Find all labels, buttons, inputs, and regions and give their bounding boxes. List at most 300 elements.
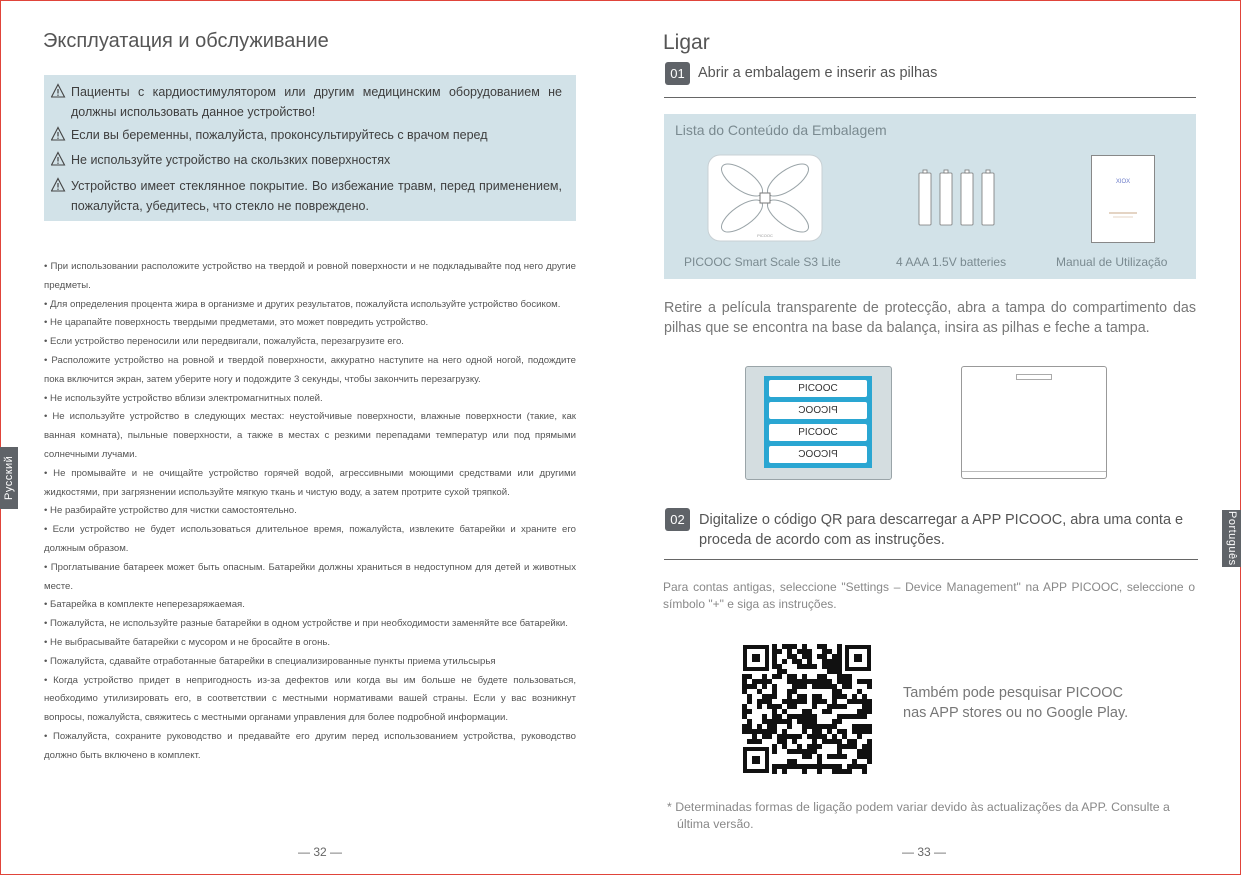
qr-module bbox=[762, 699, 767, 704]
qr-module bbox=[792, 644, 797, 649]
qr-module bbox=[782, 769, 787, 774]
list-item: • Не разбирайте устройство для чистки самостоятельно. bbox=[44, 505, 297, 517]
qr-module bbox=[837, 754, 842, 759]
qr-module bbox=[792, 674, 797, 679]
qr-module bbox=[797, 664, 802, 669]
qr-module bbox=[827, 704, 832, 709]
qr-module bbox=[832, 754, 837, 759]
qr-module bbox=[762, 694, 767, 699]
qr-module bbox=[752, 679, 757, 684]
qr-module bbox=[777, 719, 782, 724]
qr-module bbox=[747, 719, 752, 724]
qr-module bbox=[812, 704, 817, 709]
battery-tray bbox=[764, 376, 872, 468]
qr-module bbox=[752, 729, 757, 734]
qr-module bbox=[762, 674, 767, 679]
qr-module bbox=[837, 769, 842, 774]
qr-module bbox=[762, 719, 767, 724]
qr-module bbox=[847, 714, 852, 719]
qr-module bbox=[802, 684, 807, 689]
qr-module bbox=[797, 714, 802, 719]
qr-module bbox=[792, 679, 797, 684]
list-item: • При использовании расположите устройство на твердой и ровной поверхности и не подкладывайте под него другие предметы. bbox=[44, 261, 576, 291]
qr-module bbox=[747, 709, 752, 714]
qr-module bbox=[852, 739, 857, 744]
qr-module bbox=[787, 704, 792, 709]
qr-module bbox=[772, 709, 777, 714]
qr-module bbox=[802, 654, 807, 659]
qr-module bbox=[772, 729, 777, 734]
qr-module bbox=[842, 754, 847, 759]
qr-module bbox=[842, 744, 847, 749]
qr-module bbox=[847, 684, 852, 689]
qr-module bbox=[852, 694, 857, 699]
qr-module bbox=[847, 769, 852, 774]
qr-module bbox=[782, 659, 787, 664]
qr-module bbox=[772, 659, 777, 664]
qr-module bbox=[842, 714, 847, 719]
qr-module bbox=[787, 644, 792, 649]
qr-module bbox=[852, 724, 857, 729]
qr-module bbox=[812, 749, 817, 754]
qr-module bbox=[842, 734, 847, 739]
qr-module bbox=[812, 719, 817, 724]
contents-item-label: PICOOC Smart Scale S3 Lite bbox=[684, 255, 841, 269]
qr-module bbox=[827, 709, 832, 714]
warning-item bbox=[51, 126, 562, 146]
qr-module bbox=[787, 649, 792, 654]
qr-module bbox=[862, 679, 867, 684]
qr-code[interactable] bbox=[742, 644, 872, 774]
warning-text: Не используйте устройство на скользких поверхностях bbox=[71, 153, 391, 167]
qr-module bbox=[832, 664, 837, 669]
qr-module bbox=[797, 659, 802, 664]
qr-module bbox=[792, 739, 797, 744]
qr-module bbox=[842, 769, 847, 774]
qr-module bbox=[797, 734, 802, 739]
qr-module bbox=[827, 729, 832, 734]
qr-module bbox=[837, 764, 842, 769]
qr-module bbox=[807, 709, 812, 714]
qr-module bbox=[772, 674, 777, 679]
warning-icon bbox=[51, 83, 71, 99]
qr-module bbox=[827, 659, 832, 664]
qr-module bbox=[867, 709, 872, 714]
batteries-image bbox=[917, 169, 997, 229]
battery-cell: PICOOC bbox=[769, 402, 867, 419]
qr-module bbox=[782, 729, 787, 734]
qr-module bbox=[772, 704, 777, 709]
manual-image bbox=[1091, 155, 1155, 243]
qr-module bbox=[802, 769, 807, 774]
battery-cell: PICOOC bbox=[769, 380, 867, 397]
qr-module bbox=[827, 754, 832, 759]
qr-module bbox=[837, 654, 842, 659]
qr-module bbox=[857, 749, 862, 754]
qr-module bbox=[837, 644, 842, 649]
qr-module bbox=[787, 674, 792, 679]
qr-module bbox=[852, 699, 857, 704]
qr-module bbox=[782, 739, 787, 744]
qr-module bbox=[827, 679, 832, 684]
qr-module bbox=[837, 689, 842, 694]
qr-module bbox=[832, 769, 837, 774]
qr-module bbox=[787, 724, 792, 729]
qr-module bbox=[862, 699, 867, 704]
warning-item bbox=[51, 177, 562, 216]
qr-module bbox=[782, 719, 787, 724]
qr-module bbox=[782, 734, 787, 739]
qr-module bbox=[817, 674, 822, 679]
cover-latch bbox=[1016, 374, 1052, 380]
qr-module bbox=[822, 659, 827, 664]
qr-module bbox=[772, 644, 777, 649]
page-title-portuguese: Ligar bbox=[663, 31, 710, 54]
qr-module bbox=[847, 744, 852, 749]
qr-module bbox=[822, 649, 827, 654]
qr-module bbox=[767, 699, 772, 704]
qr-module bbox=[857, 724, 862, 729]
battery-compartment-closed bbox=[961, 366, 1107, 479]
qr-module bbox=[802, 709, 807, 714]
qr-module bbox=[837, 749, 842, 754]
list-item: • Не царапайте поверхность твердыми предметами, это может повредить устройство. bbox=[44, 317, 429, 329]
qr-module bbox=[827, 684, 832, 689]
qr-module bbox=[867, 759, 872, 764]
qr-module bbox=[847, 674, 852, 679]
page-number-left: — 32 — bbox=[298, 845, 343, 859]
qr-module bbox=[857, 709, 862, 714]
qr-module bbox=[792, 759, 797, 764]
qr-module bbox=[832, 764, 837, 769]
qr-module bbox=[767, 724, 772, 729]
qr-module bbox=[747, 739, 752, 744]
battery-cell: PICOOC bbox=[769, 424, 867, 441]
qr-module bbox=[862, 744, 867, 749]
qr-module bbox=[797, 719, 802, 724]
qr-module bbox=[777, 649, 782, 654]
qr-module bbox=[787, 764, 792, 769]
qr-module bbox=[837, 744, 842, 749]
qr-module bbox=[772, 764, 777, 769]
qr-module bbox=[817, 724, 822, 729]
qr-module bbox=[772, 749, 777, 754]
qr-module bbox=[787, 719, 792, 724]
qr-module bbox=[847, 764, 852, 769]
list-item: • Когда устройство придет в непригодность из-за дефектов или когда вы им больше не будете пользоваться, необходимо утилизировать его, в соответствии с местными нормативами вашей страны. Если у вас возникнут вопросы, пожалуйста, свяжитесь с местными органами управления для более подробной информации. bbox=[44, 674, 576, 724]
qr-module bbox=[807, 649, 812, 654]
qr-module bbox=[857, 714, 862, 719]
qr-module bbox=[822, 644, 827, 649]
qr-module bbox=[772, 719, 777, 724]
qr-module bbox=[807, 749, 812, 754]
qr-module bbox=[852, 759, 857, 764]
battery-cell: PICOOC bbox=[769, 446, 867, 463]
qr-module bbox=[867, 739, 872, 744]
qr-module bbox=[792, 704, 797, 709]
qr-module bbox=[837, 694, 842, 699]
step-number-2: 02 bbox=[665, 508, 690, 531]
qr-module bbox=[812, 684, 817, 689]
qr-module bbox=[802, 719, 807, 724]
qr-module bbox=[847, 699, 852, 704]
qr-module bbox=[857, 699, 862, 704]
list-item: • Пожалуйста, сохраните руководство и предавайте его другим перед использованием устройства, руководство должно быть включено в комплект. bbox=[44, 730, 576, 761]
warning-text: Пациенты с кардиостимулятором или другим медицинским оборудованием не должны использовать данное устройство! bbox=[71, 85, 562, 119]
qr-module bbox=[832, 699, 837, 704]
qr-module bbox=[842, 679, 847, 684]
qr-module bbox=[742, 679, 747, 684]
qr-module bbox=[802, 644, 807, 649]
qr-module bbox=[802, 699, 807, 704]
qr-module bbox=[782, 709, 787, 714]
qr-module bbox=[777, 734, 782, 739]
qr-module bbox=[772, 689, 777, 694]
list-item: • Если устройство переносили или передвигали, пожалуйста, перезагрузите его. bbox=[44, 336, 404, 348]
divider bbox=[664, 559, 1198, 560]
qr-module bbox=[802, 679, 807, 684]
qr-module bbox=[867, 679, 872, 684]
qr-module bbox=[797, 764, 802, 769]
warning-text: Устройство имеет стеклянное покрытие. Во избежание травм, перед применением, пожалуйста, убедитесь, что стекло не повреждено. bbox=[71, 179, 562, 213]
list-item: • Если устройство не будет использоваться длительное время, пожалуйста, извлеките батарейки и храните его должным образом. bbox=[44, 524, 576, 554]
qr-module bbox=[767, 704, 772, 709]
qr-module bbox=[837, 679, 842, 684]
list-item: • Проглатывание батареек может быть опасным. Батарейки должны храниться в недоступном для детей и животных месте. bbox=[44, 561, 576, 592]
list-item: • Не выбрасывайте батарейки с мусором и не бросайте в огонь. bbox=[44, 636, 331, 648]
qr-module bbox=[857, 679, 862, 684]
usage-instructions-list bbox=[44, 258, 576, 766]
qr-module bbox=[822, 724, 827, 729]
qr-module bbox=[802, 714, 807, 719]
contents-title: Lista do Conteúdo da Embalagem bbox=[675, 122, 887, 138]
list-item: • Не используйте устройство вблизи электромагнитных полей. bbox=[44, 392, 323, 404]
qr-module bbox=[767, 719, 772, 724]
divider bbox=[664, 97, 1196, 98]
qr-module bbox=[767, 679, 772, 684]
qr-module bbox=[807, 734, 812, 739]
warning-item bbox=[51, 83, 562, 122]
step-2-title: Digitalize o código QR para descarregar a APP PICOOC, abra uma conta e proceda de acordo com as instruções. bbox=[699, 512, 1184, 548]
old-accounts-note: Para contas antigas, seleccione "Settings – Device Management" na APP PICOOC, seleccione o símbolo "+" e siga as instruções. bbox=[663, 580, 1195, 611]
contents-item-label: 4 AAA 1.5V batteries bbox=[896, 255, 1007, 269]
qr-module bbox=[772, 769, 777, 774]
qr-module bbox=[802, 694, 807, 699]
list-item: • Расположите устройство на ровной и твердой поверхности, аккуратно наступите на него одной ногой, подождите пока включится экран, затем уберите ногу и подождите 3 секунды, чтобы закончить перезагрузку. bbox=[44, 354, 576, 385]
qr-module bbox=[827, 724, 832, 729]
qr-module bbox=[842, 674, 847, 679]
qr-module bbox=[812, 694, 817, 699]
qr-module bbox=[847, 679, 852, 684]
page-number-right: — 33 — bbox=[902, 845, 947, 859]
qr-module bbox=[847, 739, 852, 744]
qr-module bbox=[792, 659, 797, 664]
lang-tab-russian: Русский bbox=[0, 447, 18, 509]
qr-module bbox=[782, 669, 787, 674]
qr-module bbox=[757, 679, 762, 684]
manual-logo: XIOX bbox=[1115, 179, 1131, 185]
qr-module bbox=[817, 734, 822, 739]
qr-module bbox=[837, 664, 842, 669]
qr-module bbox=[802, 754, 807, 759]
qr-module bbox=[742, 674, 747, 679]
warning-icon bbox=[51, 126, 71, 142]
qr-module bbox=[772, 744, 777, 749]
qr-module bbox=[802, 664, 807, 669]
qr-module bbox=[762, 729, 767, 734]
qr-module bbox=[807, 654, 812, 659]
qr-module bbox=[867, 744, 872, 749]
qr-module bbox=[742, 709, 747, 714]
store-search-text-line2: nas APP stores ou no Google Play. bbox=[903, 705, 1129, 721]
qr-module bbox=[822, 734, 827, 739]
step-number-1: 01 bbox=[665, 62, 690, 85]
qr-module bbox=[817, 764, 822, 769]
qr-module bbox=[807, 764, 812, 769]
qr-module bbox=[807, 714, 812, 719]
qr-module bbox=[777, 764, 782, 769]
qr-module bbox=[812, 714, 817, 719]
qr-module bbox=[757, 689, 762, 694]
warning-box bbox=[44, 75, 576, 221]
qr-module bbox=[812, 724, 817, 729]
qr-module bbox=[752, 734, 757, 739]
qr-module bbox=[792, 654, 797, 659]
qr-module bbox=[807, 754, 812, 759]
qr-module bbox=[822, 664, 827, 669]
qr-module bbox=[827, 649, 832, 654]
qr-module bbox=[812, 679, 817, 684]
qr-module bbox=[862, 749, 867, 754]
qr-module bbox=[787, 734, 792, 739]
qr-module bbox=[867, 704, 872, 709]
qr-module bbox=[852, 714, 857, 719]
warning-icon bbox=[51, 177, 71, 193]
qr-module bbox=[812, 699, 817, 704]
qr-module bbox=[857, 764, 862, 769]
qr-module bbox=[837, 669, 842, 674]
qr-module bbox=[812, 729, 817, 734]
qr-module bbox=[817, 754, 822, 759]
qr-module bbox=[782, 644, 787, 649]
qr-module bbox=[742, 724, 747, 729]
qr-module bbox=[797, 684, 802, 689]
qr-module bbox=[797, 749, 802, 754]
qr-module bbox=[742, 689, 747, 694]
qr-module bbox=[867, 724, 872, 729]
qr-module bbox=[802, 749, 807, 754]
qr-module bbox=[802, 764, 807, 769]
qr-module bbox=[762, 734, 767, 739]
qr-module bbox=[772, 649, 777, 654]
qr-module bbox=[822, 674, 827, 679]
qr-module bbox=[822, 764, 827, 769]
page-title-russian: Эксплуатация и обслуживание bbox=[43, 30, 329, 52]
list-item: • Не промывайте и не очищайте устройство горячей водой, агрессивными моющими средствами или другими жидкостями, при загрязнении используйте мягкую ткань и чистую воду, а затем протрите сухой тряпкой. bbox=[44, 467, 576, 498]
qr-module bbox=[802, 649, 807, 654]
qr-module bbox=[817, 759, 822, 764]
qr-module bbox=[812, 664, 817, 669]
qr-module bbox=[817, 769, 822, 774]
qr-module bbox=[822, 699, 827, 704]
qr-module bbox=[862, 769, 867, 774]
list-item: • Не используйте устройство в следующих местах: неустойчивые поверхности, влажные поверхности (такие, как ванная комната), пыльные поверхности, а также в местах с резкими перепадами температур или под прямыми солнечными лучами. bbox=[44, 411, 576, 460]
qr-module bbox=[867, 684, 872, 689]
qr-module bbox=[832, 684, 837, 689]
qr-module bbox=[817, 679, 822, 684]
qr-module bbox=[837, 659, 842, 664]
qr-module bbox=[777, 714, 782, 719]
qr-module bbox=[787, 654, 792, 659]
qr-module bbox=[842, 684, 847, 689]
qr-module bbox=[862, 694, 867, 699]
qr-module bbox=[782, 699, 787, 704]
qr-module bbox=[777, 669, 782, 674]
qr-module bbox=[792, 734, 797, 739]
qr-module bbox=[817, 684, 822, 689]
qr-module bbox=[772, 684, 777, 689]
qr-module bbox=[782, 744, 787, 749]
qr-module bbox=[797, 679, 802, 684]
qr-module bbox=[772, 714, 777, 719]
qr-module bbox=[842, 729, 847, 734]
qr-module bbox=[742, 704, 747, 709]
warning-icon bbox=[51, 151, 71, 167]
qr-module bbox=[772, 664, 777, 669]
qr-module bbox=[747, 684, 752, 689]
qr-module bbox=[857, 734, 862, 739]
qr-module bbox=[862, 709, 867, 714]
scale-image bbox=[707, 154, 823, 242]
qr-module bbox=[852, 764, 857, 769]
qr-module bbox=[837, 714, 842, 719]
qr-module bbox=[807, 664, 812, 669]
qr-module bbox=[757, 704, 762, 709]
qr-module bbox=[792, 684, 797, 689]
qr-module bbox=[817, 699, 822, 704]
battery-instructions: Retire a película transparente de protecção, abra a tampa do compartimento das pilhas que se encontra na base da balança, insira as pilhas e feche a tampa. bbox=[664, 300, 1196, 336]
qr-module bbox=[862, 704, 867, 709]
qr-module bbox=[817, 694, 822, 699]
qr-module bbox=[822, 739, 827, 744]
qr-module bbox=[797, 694, 802, 699]
qr-module bbox=[832, 719, 837, 724]
qr-module bbox=[782, 764, 787, 769]
qr-module bbox=[822, 654, 827, 659]
qr-module bbox=[762, 714, 767, 719]
qr-module bbox=[772, 694, 777, 699]
qr-module bbox=[807, 744, 812, 749]
qr-module bbox=[812, 764, 817, 769]
qr-module bbox=[827, 739, 832, 744]
qr-module bbox=[792, 699, 797, 704]
qr-module bbox=[867, 699, 872, 704]
qr-module bbox=[812, 744, 817, 749]
qr-module bbox=[797, 744, 802, 749]
qr-module bbox=[747, 729, 752, 734]
qr-module bbox=[762, 679, 767, 684]
qr-module bbox=[817, 729, 822, 734]
scale-brand-label: PICOOC bbox=[757, 233, 773, 238]
qr-module bbox=[842, 704, 847, 709]
qr-module bbox=[807, 724, 812, 729]
qr-module bbox=[837, 739, 842, 744]
qr-module bbox=[852, 729, 857, 734]
list-item: • Пожалуйста, не используйте разные батарейки в одном устройстве и при необходимости заменяйте все батарейки. bbox=[44, 618, 568, 630]
qr-module bbox=[862, 729, 867, 734]
qr-module bbox=[792, 749, 797, 754]
qr-module bbox=[792, 764, 797, 769]
